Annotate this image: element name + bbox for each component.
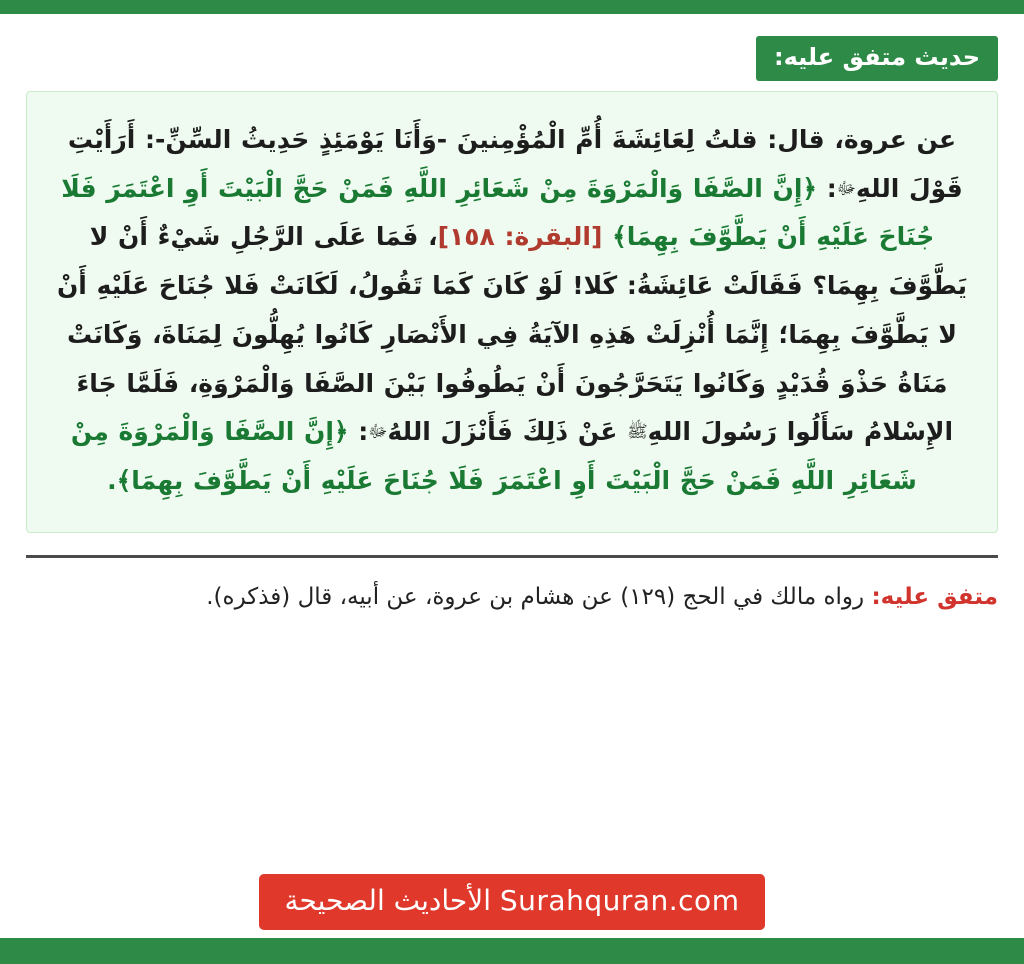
quran-reference-1: [البقرة: ١٥٨] [437,222,603,252]
site-branding-badge[interactable] [259,874,766,930]
hadith-end-punctuation: . [107,466,117,496]
sallallahu-alayhi-wasallam-symbol: ﷺ [627,422,648,443]
top-accent-bar [0,0,1024,14]
site-title-label: الأحاديث الصحيحة [284,884,491,917]
hadith-text [53,116,971,506]
quran-quote-2: ﴿إِنَّ الصَّفَا وَالْمَرْوَةَ مِنْ شَعَائِرِ اللَّهِ فَمَنْ حَجَّ الْبَيْتَ أَوِ اعْتَمَرَ فَلَا جُنَاحَ عَلَيْهِ أَنْ يَطَّوَّفَ بِهِمَا﴾ [70,417,917,496]
bottom-accent-bar [0,938,1024,964]
jalla-jalaluhu-symbol-2: ﷻ [368,422,388,443]
hadith-part-3: ، فَمَا عَلَى الرَّجُلِ شَيْءٌ أَنْ لا يَطَّوَّفَ بِهِمَا؟ فَقَالَتْ عَائِشَةُ: كَلا! لَوْ كَانَ كَمَا تَقُولُ، لَكَانَتْ فَلا جُنَاحَ عَلَيْهِ أَنْ لا يَطَّوَّفَ بِهِمَا؛ إِنَّمَا أُنْزِلَتْ هَذِهِ الآيَةُ فِي الأَنْصَارِ كَانُوا يُهِلُّونَ لِمَنَاةَ، وَكَانَتْ مَنَاةُ حَذْوَ قُدَيْدٍ وَكَانُوا يَتَحَرَّجُونَ أَنْ يَطُوفُوا بَيْنَ الصَّفَا وَالْمَرْوَةِ، فَلَمَّا جَاءَ الإِسْلامُ سَأَلُوا رَسُولَ اللهِ [56,222,968,447]
main-content [0,14,1024,964]
jalla-jalaluhu-symbol-1: ﷻ [836,178,856,199]
hadith-part-1: عن عروة، قال: قلتُ لِعَائِشَةَ أُمِّ الْمُؤْمِنينَ -وَأَنَا يَوْمَئِذٍ حَدِيثُ السِّنِّ-: أَرَأَيْتِ قَوْلَ اللهِ [67,124,963,203]
hadith-label-row [26,36,998,81]
takhrij-grade-label: متفق عليه: [871,583,998,610]
hadith-part-5: : [348,417,369,447]
takhrij-source-text: رواه مالك في الحج (١٢٩) عن هشام بن عروة، عن أبيه، قال (فذكره). [206,583,872,610]
section-divider [26,555,998,558]
hadith-part-4: عَنْ ذَلِكَ فَأَنْزَلَ اللهُ [387,417,628,447]
takhrij-paragraph [26,576,998,619]
quran-quote-1: ﴿إِنَّ الصَّفَا وَالْمَرْوَةَ مِنْ شَعَائِرِ اللَّهِ فَمَنْ حَجَّ الْبَيْتَ أَوِ اعْتَمَرَ فَلَا جُنَاحَ عَلَيْهِ أَنْ يَطَّوَّفَ بِهِمَا﴾ [61,173,935,252]
hadith-grade-badge: حديث متفق عليه: [756,36,998,81]
footer-row [26,874,998,930]
site-domain-label: Surahquran.com [499,884,740,917]
hadith-body-box [26,91,998,533]
hadith-part-2: : [817,173,837,203]
